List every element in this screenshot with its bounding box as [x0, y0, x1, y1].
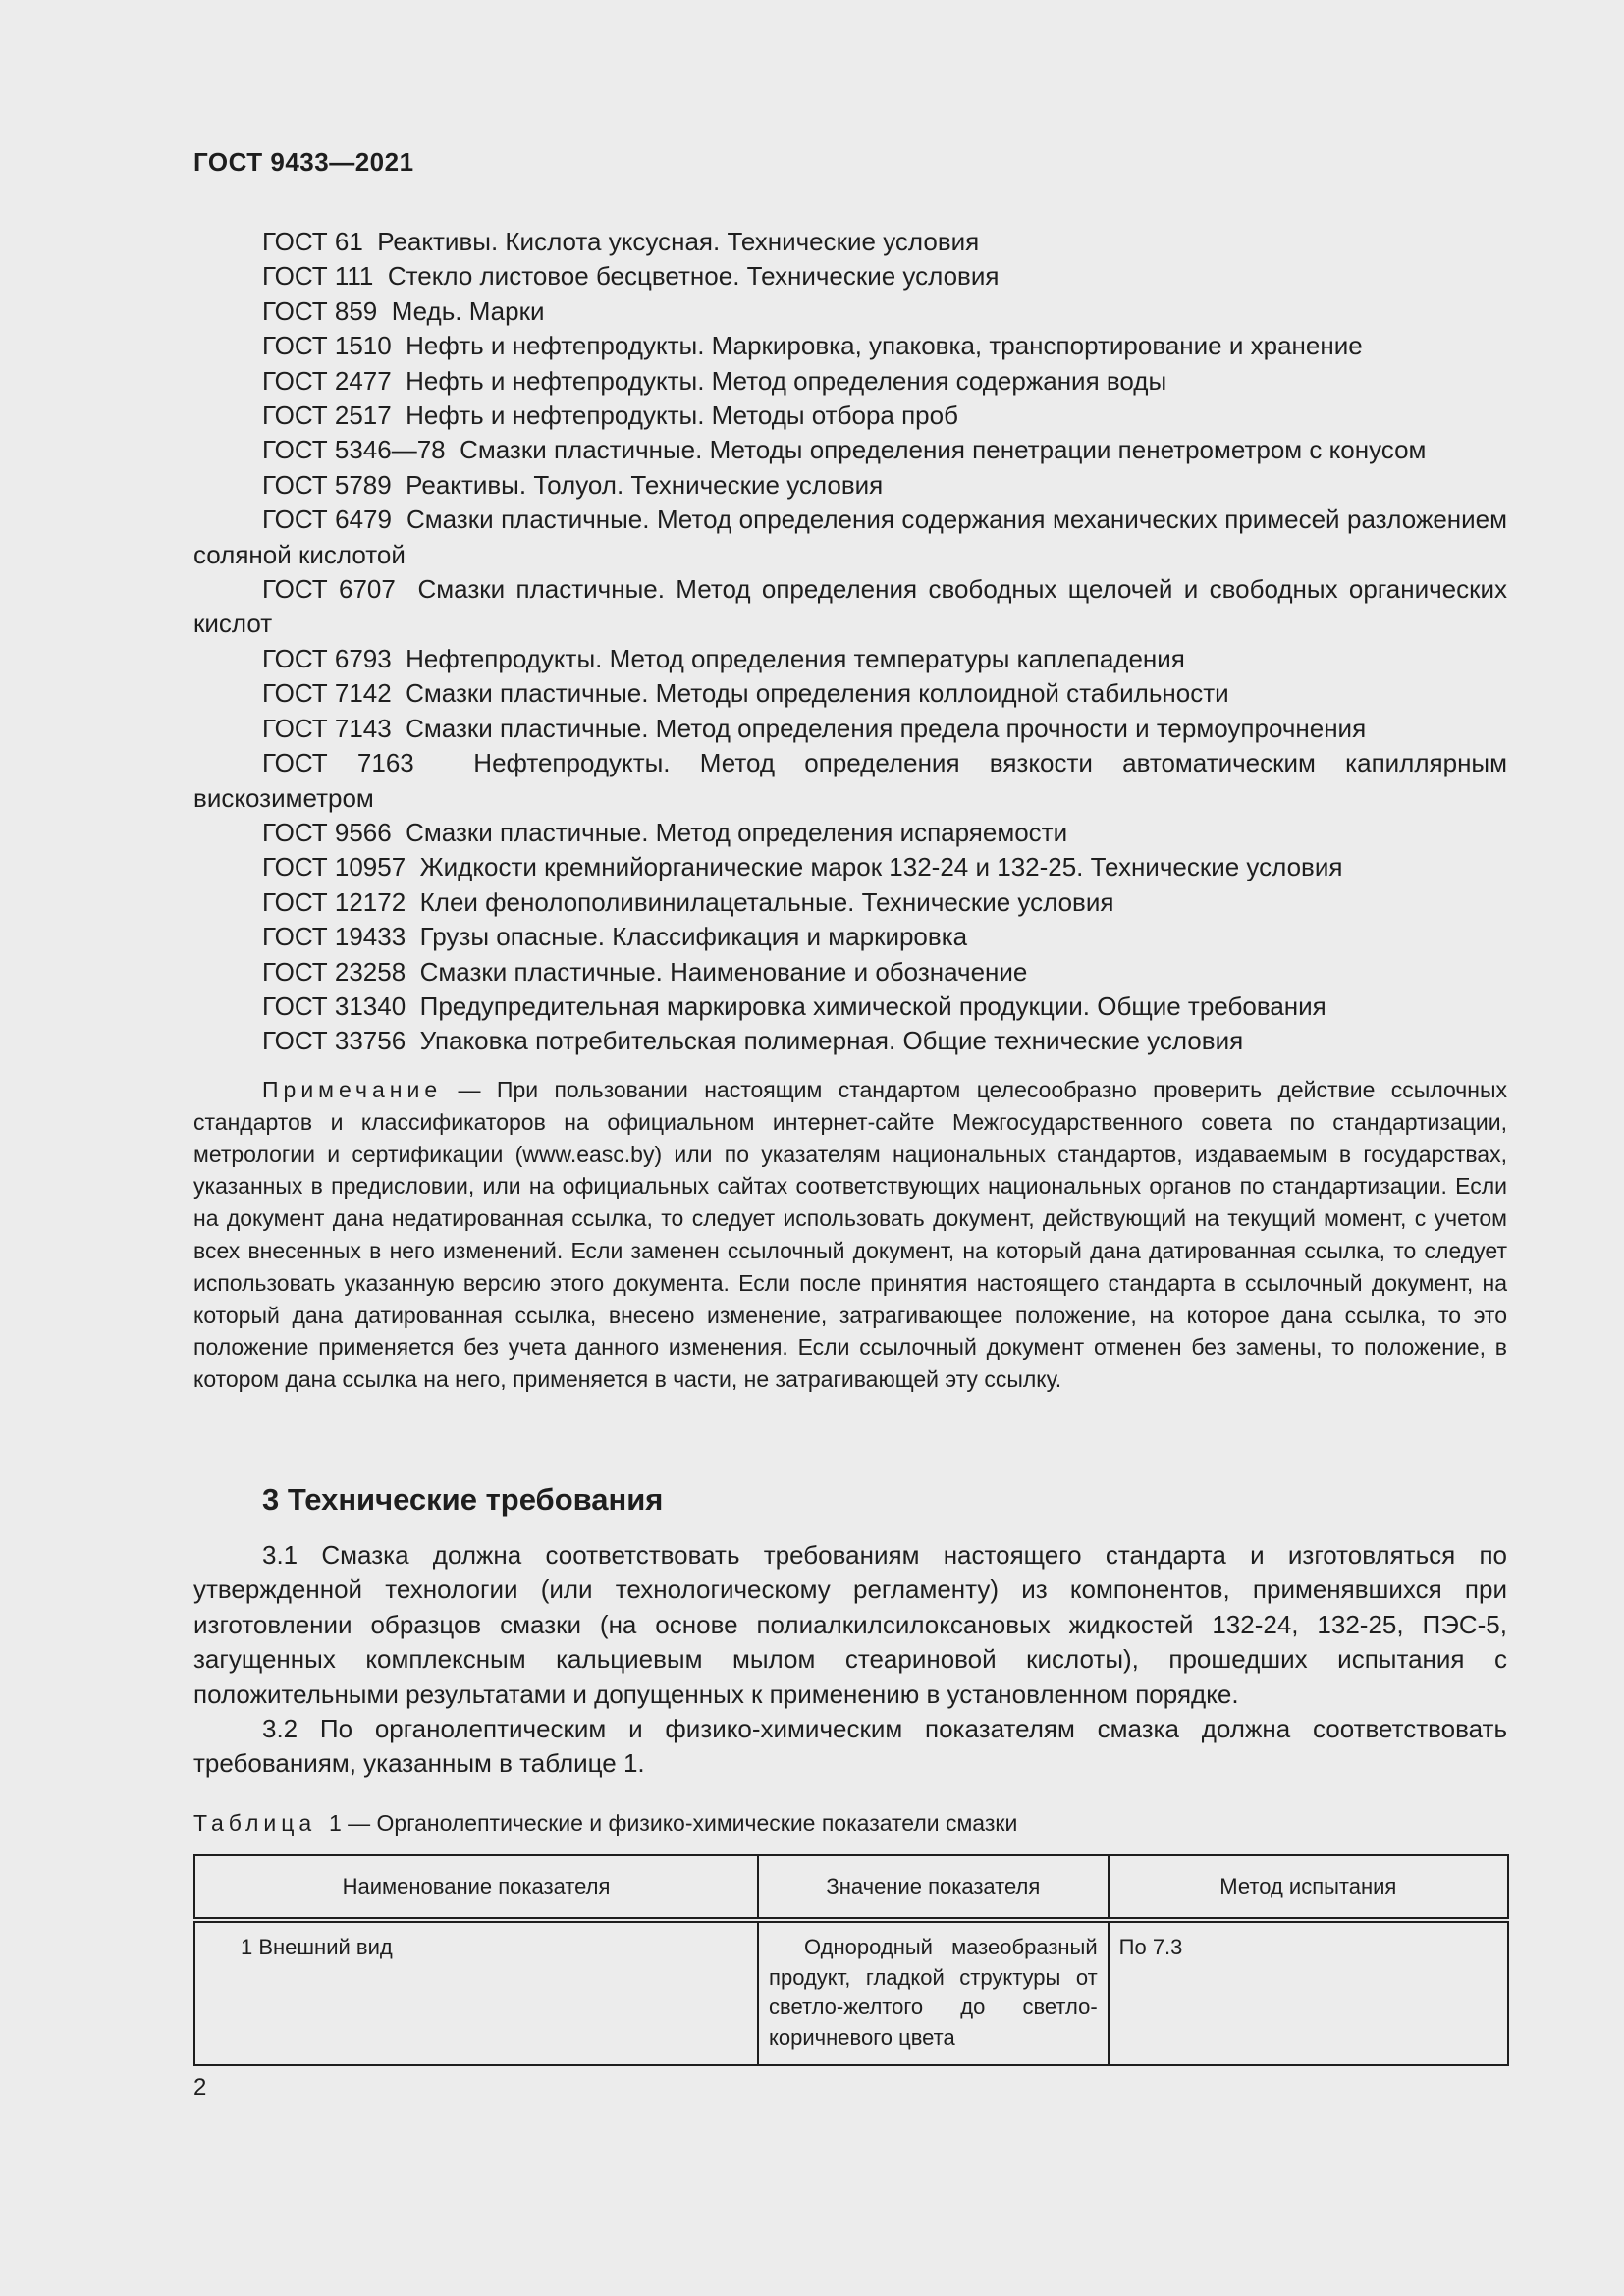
column-header: Значение показателя [758, 1855, 1109, 1920]
specification-table [193, 1854, 1509, 2066]
reference-item: ГОСТ 6479 Смазки пластичные. Метод определения содержания механических примесей разложением соляной кислотой [193, 505, 1508, 569]
section-title: 3 Технические требования [262, 1482, 664, 1517]
document-header: ГОСТ 9433—2021 [193, 147, 414, 177]
reference-item: ГОСТ 33756 Упаковка потребительская полимерная. Общие технические условия [262, 1026, 1244, 1056]
table-cell: По 7.3 [1109, 1920, 1508, 2065]
reference-item: ГОСТ 61 Реактивы. Кислота уксусная. Технические условия [262, 227, 980, 256]
reference-item: ГОСТ 31340 Предупредительная маркировка химической продукции. Общие требования [262, 990, 1326, 1021]
reference-item: ГОСТ 7143 Смазки пластичные. Метод определения предела прочности и термоупрочнения [262, 713, 1367, 743]
reference-item: ГОСТ 5346—78 Смазки пластичные. Методы определения пенетрации пенетрометром с конусом [262, 435, 1427, 465]
reference-item: ГОСТ 859 Медь. Марки [262, 295, 545, 326]
page-number: 2 [193, 2074, 207, 2101]
table-cell: Однородный мазеобразный продукт, гладкой структуры от светло-желтого до светло-коричневого цвета [758, 1920, 1109, 2065]
table-row [194, 1920, 1508, 2065]
column-header: Метод испытания [1109, 1855, 1508, 1920]
note-text: — При пользовании настоящим стандартом целесообразно проверить действие ссылочных стандартов и классификаторов на официальном интернет-сайте Межгосударственного совета по стандартизации, метрологии и сертификации (www.easc.by) или по указателям национальных стандартов, издаваемым в государствах, указанных в предисловии, или на официальных сайтах соответствующих национальных органов по стандартизации. Если на документ дана недатированная ссылка, то следует использовать документ, действующий на текущий момент, с учетом всех внесенных в него изменений. Если заменен ссылочный документ, на который дана датированная ссылка, то следует использовать указанную версию этого документа. Если после принятия настоящего стандарта в ссылочный документ, на который дана датированная ссылка, внесено изменение, затрагивающее положение, на которое дана ссылка, то это положение применяется без учета данного изменения. Если ссылочный документ отменен без замены, то положение, в котором дана ссылка на него, применяется в части, не затрагивающей эту ссылку. [193, 1077, 1507, 1393]
paragraph: 3.1 Смазка должна соответствовать требованиям настоящего стандарта и изготовляться по утвержденной технологии (или технологическому регламенту) из компонентов, применявшихся при изготовлении образцов смазки (на основе полиалкилсилоксановых жидкостей 132-24, 132-25, ПЭС-5, загущенных комплексным кальциевым мылом стеариновой кислоты), прошедших испытания с положительными результатами и допущенных к применению в установленном порядке. [193, 1540, 1507, 1709]
table-caption-label: Таблица [193, 1810, 317, 1836]
note-label: Примечание [262, 1077, 443, 1102]
note-block [193, 1074, 1507, 1396]
reference-item: ГОСТ 6793 Нефтепродукты. Метод определения температуры каплепадения [262, 643, 1185, 673]
reference-item: ГОСТ 23258 Смазки пластичные. Наименование и обозначение [262, 956, 1028, 987]
reference-list [193, 225, 1507, 1059]
reference-item: ГОСТ 7163 Нефтепродукты. Метод определения вязкости автоматическим капиллярным вискозиметром [193, 748, 1507, 813]
reference-item: ГОСТ 10957 Жидкости кремнийорганические марок 132-24 и 132-25. Технические условия [262, 852, 1343, 882]
paragraph: 3.2 По органолептическим и физико-химическим показателям смазка должна соответствовать требованиям, указанным в таблице 1. [193, 1714, 1507, 1779]
section-body [193, 1538, 1507, 1782]
reference-item: ГОСТ 5789 Реактивы. Толуол. Технические условия [262, 469, 884, 500]
table-cell [194, 1920, 758, 2065]
reference-item: ГОСТ 2517 Нефть и нефтепродукты. Методы отбора проб [262, 400, 958, 431]
column-header: Наименование показателя [194, 1855, 758, 1920]
reference-item: ГОСТ 9566 Смазки пластичные. Метод определения испаряемости [262, 817, 1068, 847]
table-caption-text: 1 — Органолептические и физико-химические показатели смазки [328, 1810, 1018, 1836]
reference-item: ГОСТ 1510 Нефть и нефтепродукты. Маркировка, упаковка, транспортирование и хранение [262, 331, 1363, 361]
reference-item: ГОСТ 6707 Смазки пластичные. Метод определения свободных щелочей и свободных органических кислот [193, 574, 1507, 639]
reference-item: ГОСТ 111 Стекло листовое бесцветное. Технические условия [262, 261, 1000, 292]
reference-item: ГОСТ 7142 Смазки пластичные. Методы определения коллоидной стабильности [262, 678, 1229, 709]
reference-item: ГОСТ 12172 Клеи фенолополивинилацетальные. Технические условия [262, 886, 1114, 917]
indicator-name: 1 Внешний вид [241, 1935, 393, 1959]
reference-item: ГОСТ 2477 Нефть и нефтепродукты. Метод определения содержания воды [262, 365, 1167, 396]
table-header-row [194, 1855, 1508, 1920]
reference-item: ГОСТ 19433 Грузы опасные. Классификация и маркировка [262, 922, 968, 952]
table-caption [193, 1810, 1017, 1837]
